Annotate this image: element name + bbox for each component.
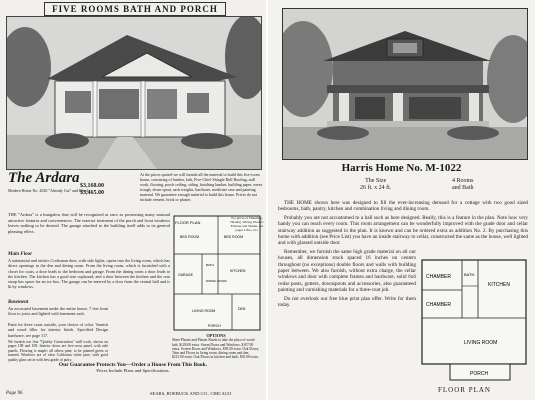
room-label: PORCH bbox=[208, 324, 221, 328]
plans-line: Prices Include Plans and Specifications. bbox=[96, 368, 170, 373]
plumbing-note: For prices of Plumbing, Heating, Wiring, Electric Fixtures and Shades, see pages 118 to 121. bbox=[230, 216, 264, 232]
left-catalog-page bbox=[0, 0, 266, 400]
room-label: BATH bbox=[206, 263, 214, 267]
intro-text: THE "Ardara" is a bungalow that will be recognized at once as possessing many unusual attractive features and conveniences. The exterior treatment of the porch and front windows leaves nothing to be desired. The garage attached to the building itself adds to its general pleasing effect. bbox=[8, 212, 170, 234]
price-2: $3,465.00 bbox=[80, 190, 104, 196]
room-label: PORCH bbox=[470, 371, 489, 377]
paint-text: Paint for three coats outside, your choice of color. Varnish and wood filler for interior finish. Specified Design hardware, see page 117. bbox=[8, 322, 108, 338]
room-label: KITCHEN bbox=[230, 269, 246, 273]
options-title: OPTIONS bbox=[206, 333, 226, 338]
house-name: The Ardara bbox=[8, 170, 80, 186]
room-label: GARAGE bbox=[178, 273, 193, 277]
guarantee-footer bbox=[8, 362, 258, 373]
room-label: BED ROOM bbox=[180, 235, 200, 239]
options-box bbox=[172, 334, 260, 360]
paragraph: THE HOME shown here was designed to fill the ever-increasing demand for a cottage with two good sized bedrooms, bath, pantry, kitchen and combination living and dining room. bbox=[278, 200, 528, 213]
basement-heading: Basement bbox=[8, 300, 29, 305]
room-label: CHAMBER bbox=[426, 302, 452, 308]
size-value: 26 ft. x 24 ft. bbox=[360, 185, 392, 191]
paragraph: Do not overlook our free blue print plan offer. Write for them today. bbox=[278, 295, 416, 309]
right-catalog-page bbox=[268, 0, 535, 400]
room-label: LIVING ROOM bbox=[464, 340, 498, 346]
page-number: Page 96 bbox=[6, 391, 23, 396]
size-block bbox=[360, 178, 391, 192]
paragraph: Remember, we furnish the same high grade material on all our houses, all dimension stock spaced 16 inches on centers throughout (no exceptions) double floors and walls with building paper between. We also furnish, without extra charge, the cellar windows and door with complete frames and hardware, solid 6x6 cedar posts, gutters, downspouts and accessories, also guaranteed painting and varnishing materials for a three-coat job. bbox=[278, 248, 416, 294]
page-header: FIVE ROOMS BATH AND PORCH bbox=[44, 2, 226, 16]
basement-text: An excavated basement under the entire house, 7 feet from floor to joists and lighted with basement sash. bbox=[8, 306, 108, 317]
price-1: $3,168.00 bbox=[80, 183, 104, 189]
room-label: LIVING ROOM bbox=[192, 309, 216, 313]
guarantee-line: Our Guarantee Protects You—Order a House From This Book. bbox=[58, 362, 208, 368]
room-label: BATH bbox=[464, 272, 475, 277]
model-number: Modern Home No. 2028 "Already Cut" and Fitted bbox=[8, 188, 89, 193]
rooms-label-2: and Bath bbox=[452, 185, 474, 191]
options-text: Sheet Plaster and Plaster Finish to take the place of wood lath, $128.00 extra. Storm Doors and Windows, $107.00 extra. Screen Doors and Windows, $58.00 extra. Oak Doors, Trim and Floors in living room, dining room and den, $213.00 extra. Oak Floors in kitchen and bath, $35.00 extra. bbox=[172, 338, 260, 360]
room-label: KITCHEN bbox=[488, 282, 510, 288]
lumber-text: We furnish our first "Quality Construction" mill work, shown on pages 108 and 109. Interior doors are five-cross panel, with side panels. Flooring is maple; all others pine; to be painted green or stained. Windows are of clear California white pine, with good quality glass set in with best grade of putty. bbox=[8, 340, 108, 362]
price-note: At the prices quoted we will furnish all the material to build this five-room house, consisting of lumber, lath, Five-Chief Shingle Roll Roofing, mill work, flooring, porch ceiling, siding, finishing lumber, building paper, eaves trough, down spout, sash weights, hardware, medicine case and painting material. We guarantee enough material to build this house. Prices do not include cement, brick or plaster. bbox=[140, 172, 263, 202]
size-label: The Size bbox=[365, 178, 387, 184]
rooms-block bbox=[452, 178, 474, 192]
publisher-name: SEARS, ROEBUCK AND CO., CHICAGO bbox=[150, 391, 232, 396]
rooms-label: 4 Rooms bbox=[452, 178, 474, 184]
harris-home-title: Harris Home No. M-1022 bbox=[341, 162, 462, 174]
paragraph: Probably you are not accustomed to a hall such as here designed. Really, this is a feature in the plan. Note how very handy you can reach every room. This room arrangement can be wonderfully improved with the grade door and cellar stairway addition as suggested in the plan. It is known and can be ordered extra as addition No. 2. By purchasing this home with addition (see Price List) you have an inside stairway to cellar, constructed the same as the house, well lighted and with glassed outside door. bbox=[278, 214, 528, 247]
floor-plan-label: FLOOR PLAN bbox=[438, 386, 491, 394]
main-floor-text: A substantial and artistic Craftsman door, with side lights, opens into the living room, which has direct openings to the den and dining room. From the living room, which is furnished with a closet for coats, a door leads to the bedroom and garage. From the dining room a door leads to the kitchen. The kitchen has a good size cupboard, and a door between the kitchen and the rear stoop has space for an ice box. The garage can be entered by a door from the central hall and is lit by windows. bbox=[8, 258, 170, 290]
harris-house-photo bbox=[282, 8, 528, 160]
main-floor-heading: Main Floor bbox=[8, 252, 33, 257]
room-label: CHAMBER bbox=[426, 274, 452, 280]
room-label: DEN bbox=[238, 307, 246, 311]
harris-floor-plan bbox=[418, 256, 530, 394]
intro-paragraph bbox=[8, 212, 170, 234]
plan-label: FLOOR PLAN bbox=[175, 220, 201, 225]
ardara-house-illustration bbox=[6, 16, 262, 170]
price-list bbox=[80, 183, 104, 197]
room-label: BED ROOM bbox=[224, 235, 244, 239]
room-label: DINING ROOM bbox=[206, 279, 227, 283]
